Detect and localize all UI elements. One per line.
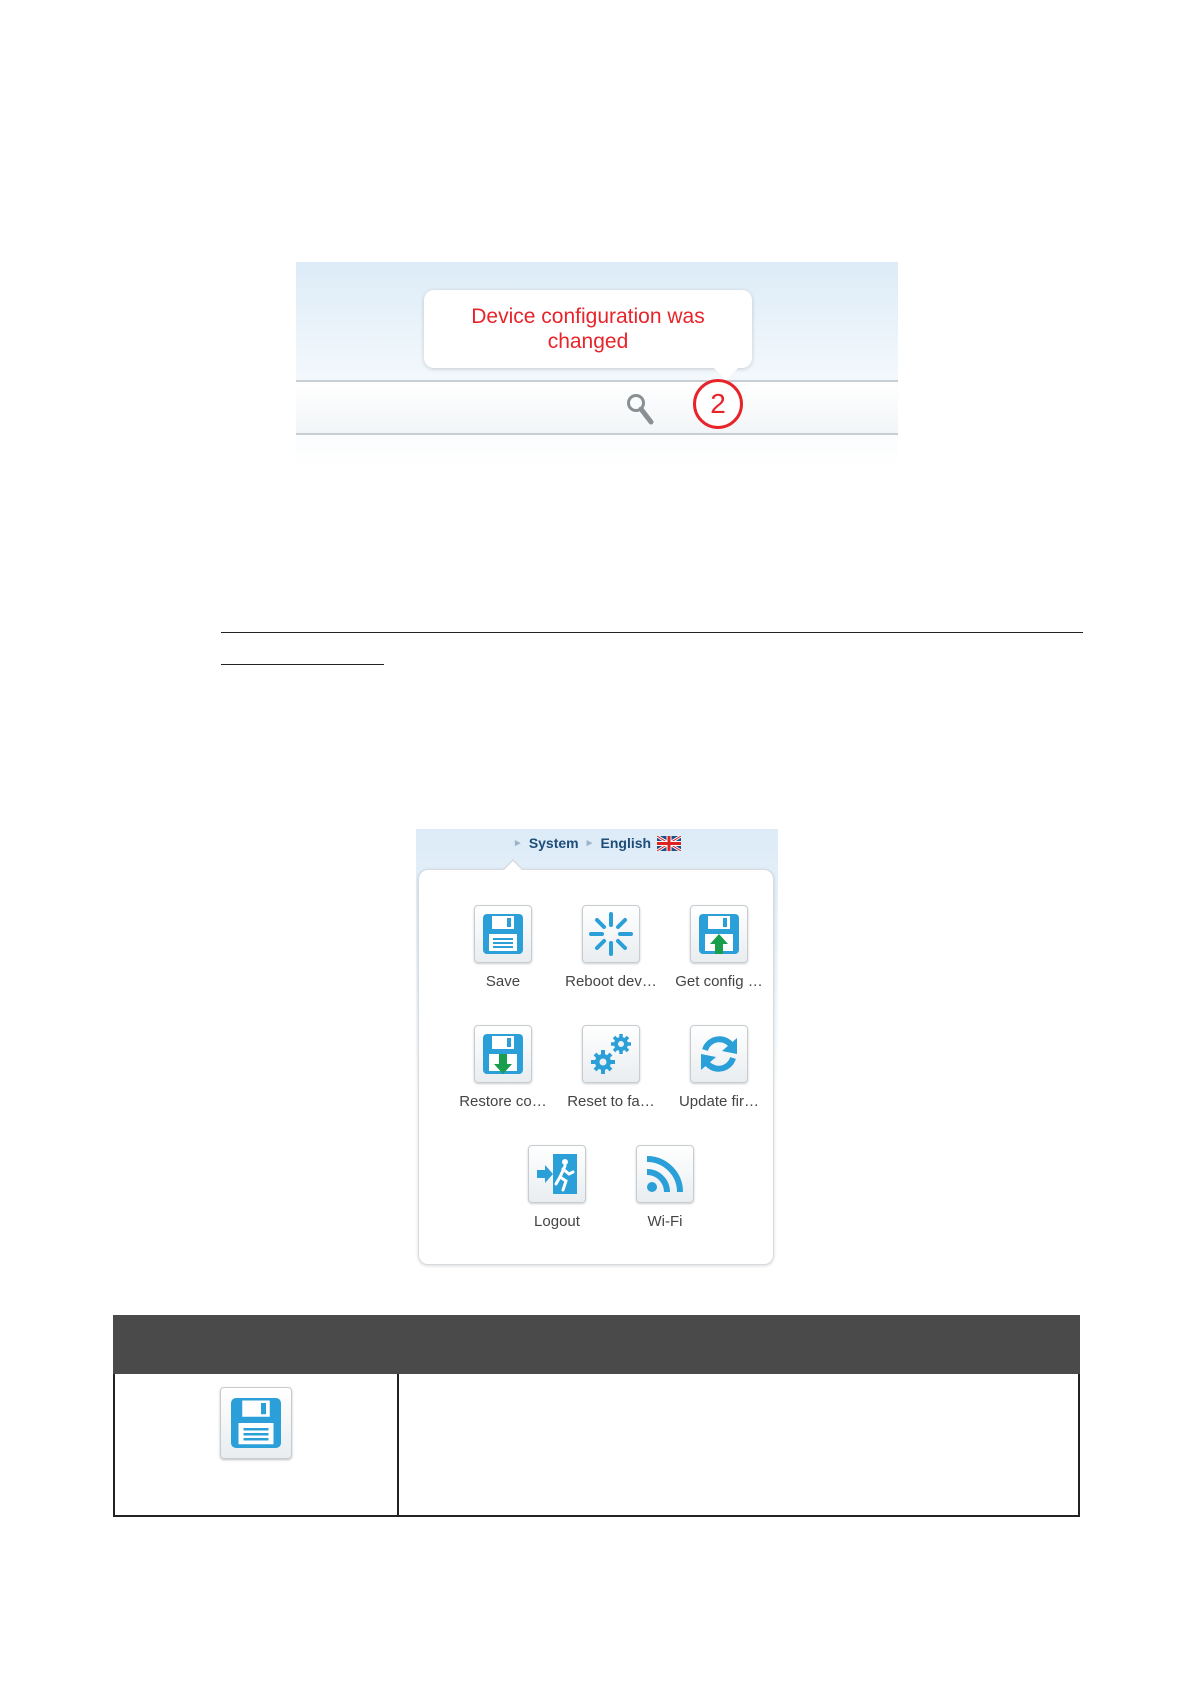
menu-item-restore-config[interactable] [449,1025,557,1125]
gears-icon [587,1030,635,1078]
wifi-icon [641,1150,689,1198]
menu-item-wifi[interactable] [611,1145,719,1245]
menu-item-save[interactable] [449,905,557,1005]
menu-item-label: Update fir… [678,1093,760,1110]
system-menu-panel [418,869,774,1265]
refresh-icon [695,1030,743,1078]
notification-count-badge[interactable]: 2 [693,379,743,429]
section-rule-long [221,632,1083,633]
breadcrumb-language[interactable]: English [600,835,652,851]
reset-factory-button-tile[interactable] [582,1025,640,1083]
breadcrumb [416,829,778,857]
floppy-icon [226,1393,286,1453]
menu-item-label: Reboot dev… [565,973,657,990]
uk-flag-icon[interactable] [657,836,681,851]
reboot-button-tile[interactable] [582,905,640,963]
magnifier-icon[interactable] [625,392,655,426]
config-notification-screenshot [296,262,898,468]
update-firmware-button-tile[interactable] [690,1025,748,1083]
restore-config-button-tile[interactable] [474,1025,532,1083]
search-field[interactable] [296,380,898,435]
section-rule-short [221,664,384,665]
menu-item-label: Wi-Fi [647,1213,683,1230]
table-header-cell [114,1316,398,1373]
table-icon-cell [114,1373,398,1516]
floppy-download-icon [479,1030,527,1078]
menu-item-label: Get config … [675,973,763,990]
menu-item-label: Restore co… [459,1093,547,1110]
description-table [113,1315,1080,1517]
menu-item-get-config[interactable] [665,905,773,1005]
menu-item-reset-factory[interactable] [557,1025,665,1125]
save-button-tile[interactable] [474,905,532,963]
breadcrumb-system[interactable]: System [528,835,579,851]
menu-item-update-firmware[interactable] [665,1025,773,1125]
chevron-right-icon: ► [584,837,595,849]
chevron-right-icon: ► [512,837,523,849]
floppy-upload-icon [695,910,743,958]
menu-item-label: Logout [534,1213,580,1230]
menu-item-label: Save [485,973,521,990]
menu-item-logout[interactable] [503,1145,611,1245]
floppy-icon [479,910,527,958]
system-menu-screenshot [416,829,778,1269]
notification-tooltip [424,290,752,368]
exit-icon [533,1150,581,1198]
wifi-button-tile[interactable] [636,1145,694,1203]
save-icon-tile [220,1387,292,1459]
notification-message: Device configuration was changed [471,305,705,353]
menu-item-reboot[interactable] [557,905,665,1005]
table-header-cell [398,1316,1079,1373]
table-row [114,1373,1079,1516]
menu-item-label: Reset to fa… [567,1093,655,1110]
table-description-cell [398,1373,1079,1516]
logout-button-tile[interactable] [528,1145,586,1203]
table-header-row [114,1316,1079,1373]
get-config-button-tile[interactable] [690,905,748,963]
reboot-icon [587,910,635,958]
